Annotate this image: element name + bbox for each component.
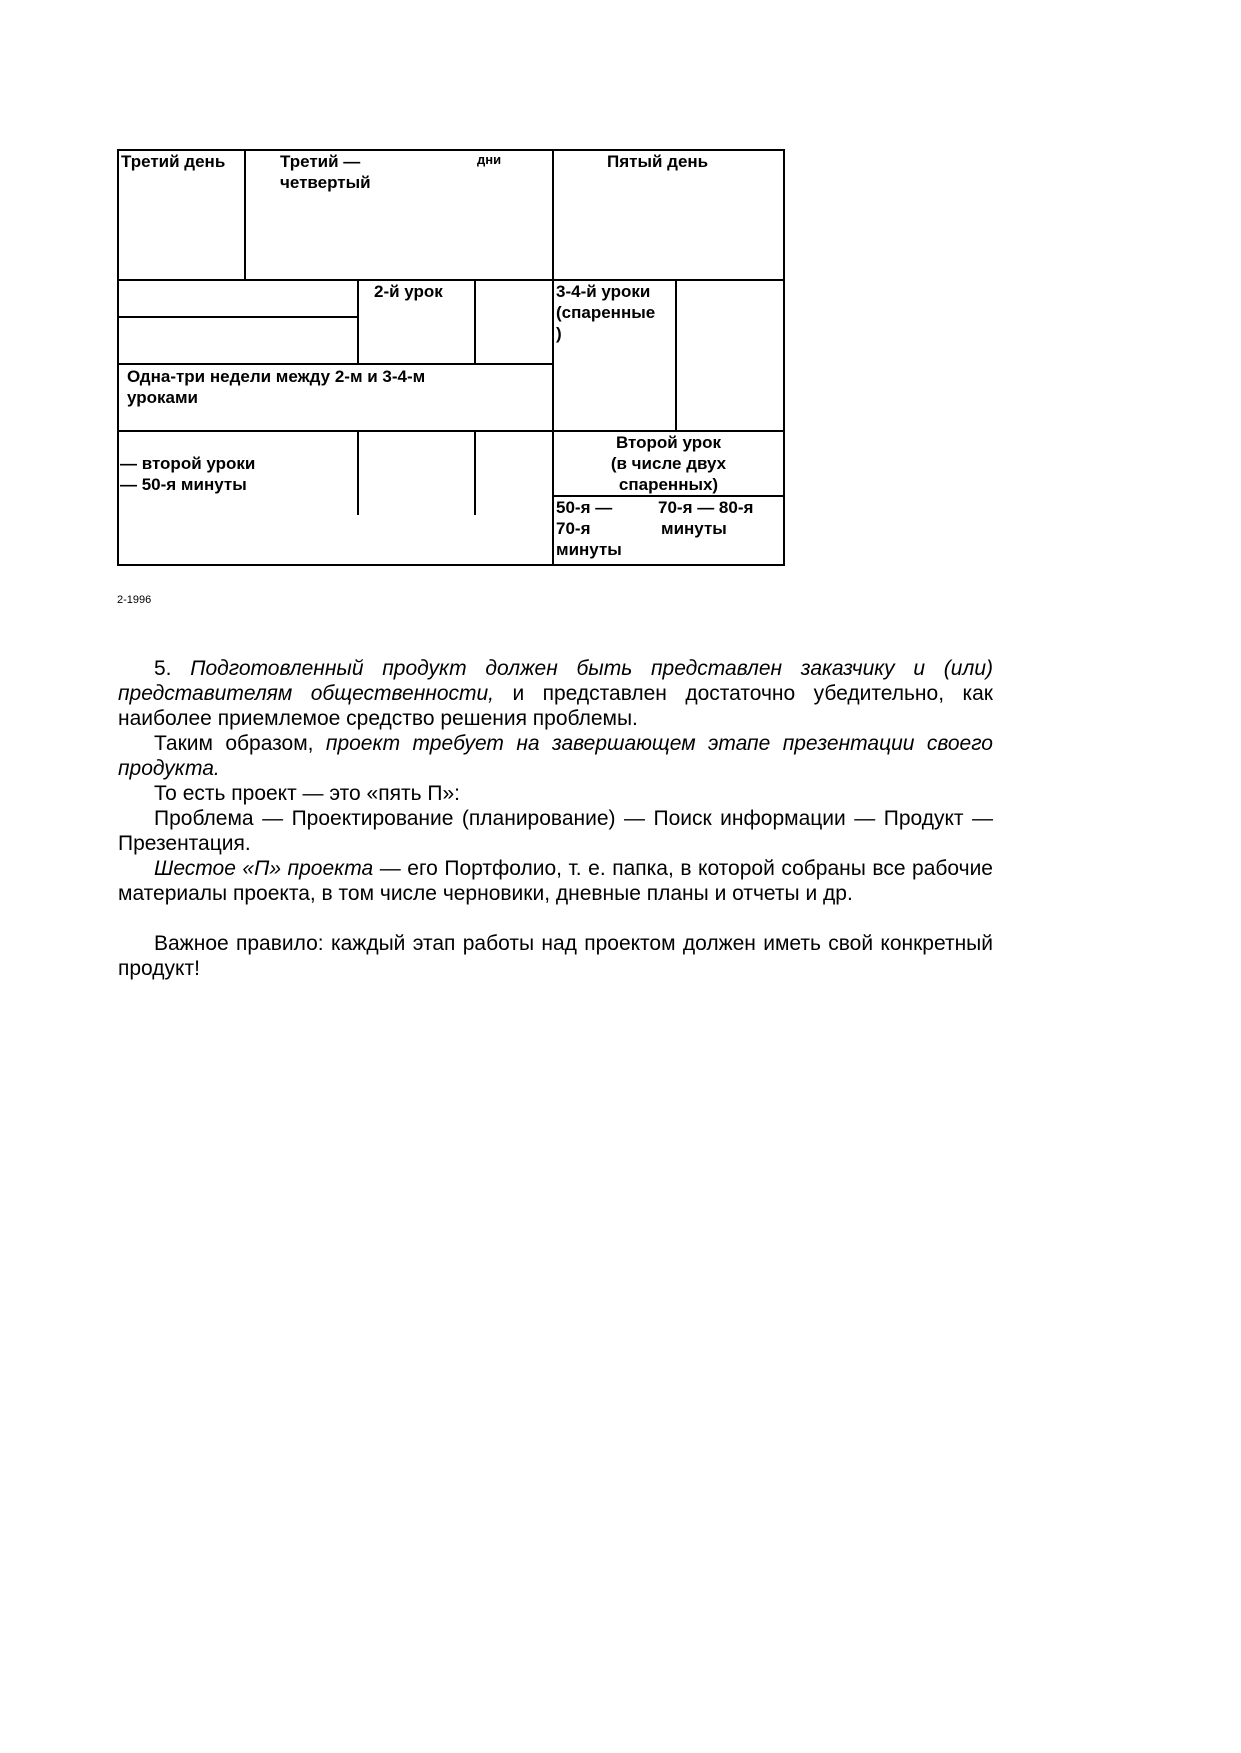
cell-weeks-1: Одна-три недели между 2-м и 3-4-м xyxy=(127,367,426,386)
cell-second-paired-1: Второй урок xyxy=(616,433,721,452)
cell-second-lessons-1: — второй уроки xyxy=(120,454,256,473)
table-row-line-1 xyxy=(117,279,785,281)
cell-second-paired-2: (в числе двух xyxy=(610,454,727,473)
cell-weeks-2: уроками xyxy=(127,388,198,407)
table-border-left xyxy=(117,149,119,566)
lesson-schedule-table xyxy=(117,149,785,566)
paragraph-sixth-p-italic: Шестое «П» проекта xyxy=(154,857,374,880)
paragraph-thus xyxy=(118,731,993,781)
cell-lessons-34-3: ) xyxy=(556,324,562,343)
cell-second-lesson: 2-й урок xyxy=(374,282,443,301)
table-divider-main xyxy=(552,149,554,566)
paragraph-rule: Важное правило: каждый этап работы над проектом должен иметь свой конкретный продукт! xyxy=(118,932,993,980)
cell-second-paired-3: спаренных) xyxy=(618,475,719,494)
cell-min-70-80-2: минуты xyxy=(661,519,727,538)
figure-caption: 2-1996 xyxy=(117,594,152,606)
paragraph-5-number: 5. xyxy=(154,657,191,680)
paragraph-thus-lead: Таким образом, xyxy=(154,732,326,755)
paragraph-sixth-p-rest: — его Портфолио, т. е. папка, в которой собраны все рабочие материалы проекта, в том числе черновики, дневные планы и отчеты и др. xyxy=(118,857,993,905)
table-row-line-left-small xyxy=(117,316,357,318)
paragraph-sixth-p xyxy=(118,856,993,906)
table-border-bottom xyxy=(117,564,785,566)
cell-min-50-70-2: 70-я xyxy=(556,519,591,538)
table-border-right xyxy=(783,149,785,566)
body-text xyxy=(118,656,993,981)
table-divider-top-left xyxy=(244,149,246,280)
paragraph-five-p: То есть проект — это «пять П»: xyxy=(154,782,460,805)
cell-third-fourth-2: четвертый xyxy=(280,173,371,192)
paragraph-5-italic: Подготовленный продукт должен быть представлен заказчику и (или) представителям общественности, xyxy=(118,657,993,705)
cell-min-50-70-1: 50-я — xyxy=(556,498,613,517)
cell-third-day: Третий день xyxy=(121,152,226,171)
table-divider-mid-3 xyxy=(675,279,677,432)
paragraph-5-rest: и представлен достаточно убедительно, как наиболее приемлемое средство решения проблемы. xyxy=(118,682,993,730)
paragraph-5 xyxy=(118,656,993,731)
cell-second-lessons-2: — 50-я минуты xyxy=(120,475,247,494)
paragraph-p-list: Проблема — Проектирование (планирование) — Поиск информации — Продукт — Презентация. xyxy=(118,807,993,855)
cell-lessons-34-2: (спаренные xyxy=(556,303,656,322)
cell-fifth-day: Пятый день xyxy=(607,152,709,171)
paragraph-thus-italic: проект требует на завершающем этапе презентации своего продукта. xyxy=(118,732,993,780)
cell-third-fourth-1: Третий — xyxy=(280,152,361,171)
cell-min-70-80-1: 70-я — 80-я xyxy=(658,498,754,517)
cell-min-50-70-3: минуты xyxy=(556,540,622,559)
cell-lessons-34-1: 3-4-й уроки xyxy=(556,282,651,301)
cell-days: дни xyxy=(477,152,502,167)
